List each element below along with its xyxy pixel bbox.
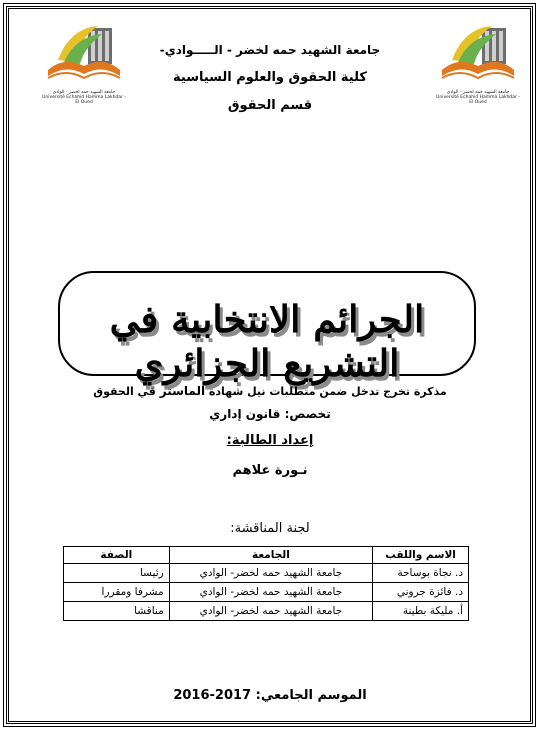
prepared-by-label: إعداد الطالبة:: [226, 433, 314, 448]
header-university: الجامعة: [169, 547, 372, 564]
subtitle-after: في الحقوق: [93, 385, 156, 398]
jury-member-university: جامعة الشهيد حمه لخضر- الوادي: [169, 564, 372, 583]
university-logo-right: [434, 20, 522, 105]
jury-member-role: مشرفا ومقررا: [64, 583, 170, 602]
jury-member-role: رئيسا: [64, 564, 170, 583]
header-role: الصفة: [64, 547, 170, 564]
university-name: جامعة الشهيد حمه لخضر - الـــــوادي-: [159, 43, 381, 57]
jury-table-header: [64, 547, 469, 564]
header-name: الاسم واللقب: [373, 547, 469, 564]
jury-member-name: د. فائزة جروني: [373, 583, 469, 602]
thesis-subtitle: [70, 384, 470, 398]
title-box: [58, 271, 476, 385]
jury-member-university: جامعة الشهيد حمه لخضر- الوادي: [169, 602, 372, 621]
logo-caption: جامعة الشهيد حمه لخضر - الوادي Université Echahid Hamma Lakhdar - El Oued: [42, 90, 126, 105]
department-name: قسم الحقوق: [227, 98, 313, 113]
jury-member-university: جامعة الشهيد حمه لخضر- الوادي: [169, 583, 372, 602]
table-row: [64, 583, 469, 602]
subtitle-emphasis: الماستر: [159, 384, 206, 398]
committee-label: لجنة المناقشة:: [230, 521, 310, 536]
student-name: نـورة علاهم: [232, 463, 308, 478]
thesis-title: الجرائم الانتخابية في التشريع الجزائري: [109, 297, 425, 385]
faculty-name: كلية الحقوق والعلوم السياسية: [173, 70, 367, 85]
jury-member-name: أ. مليكة بطينة: [373, 602, 469, 621]
university-logo-icon: [434, 20, 522, 90]
university-logo-icon: [40, 20, 128, 90]
table-row: [64, 564, 469, 583]
jury-table: [63, 546, 469, 621]
specialty: تخصص: قانون إداري: [209, 407, 331, 421]
jury-member-role: مناقشا: [64, 602, 170, 621]
table-row: [64, 602, 469, 621]
academic-season: [150, 688, 390, 703]
season-years: 2016-2017: [173, 688, 252, 703]
university-logo-left: [40, 20, 128, 105]
subtitle-before: مذكرة تخرج تدخل ضمن متطلبات نيل شهادة: [208, 385, 447, 398]
logo-caption: جامعة الشهيد حمه لخضر - الوادي Université Echahid Hamma Lakhdar - El Oued: [436, 90, 520, 105]
season-label: الموسم الجامعي:: [255, 688, 367, 703]
jury-member-name: د. نجاة بوساحة: [373, 564, 469, 583]
